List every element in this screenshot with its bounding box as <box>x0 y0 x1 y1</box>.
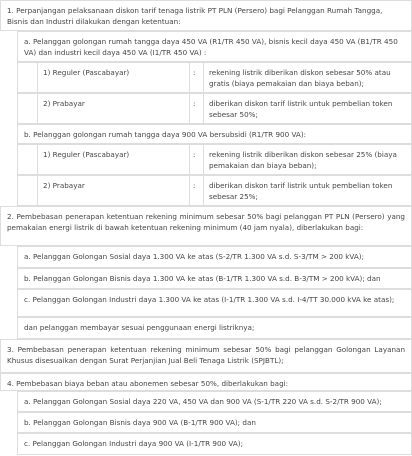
point-2-item-b: b. Pelanggan Golongan Bisnis daya 1.300 VA ke atas (B-1/TR 1.300 VA s.d. B-3/TM > 200 kVA); dan <box>24 274 381 283</box>
point-3-cell <box>0 339 412 373</box>
empty-cell <box>18 145 38 174</box>
point-4-cell <box>0 373 412 391</box>
point-2-footer: dan pelanggan membayar sesuai penggunaan energi listriknya; <box>24 323 255 332</box>
point-2-item-a-cell <box>17 246 412 268</box>
group-a-heading-cell <box>17 31 412 62</box>
row-description: rekening listrik diberikan diskon sebesar 50% atau gratis (biaya pemakaian dan biaya beban); <box>209 68 391 88</box>
point-4-item-b: b. Pelanggan Golongan Bisnis daya 900 VA (B-1/TR 900 VA); dan <box>24 418 256 427</box>
point-3-text: 3. Pembebasan penerapan ketentuan rekening minimum sebesar 50% bagi pelanggan Golongan Layanan Khusus disesuaikan dengan Surat Perjanjian Jual Beli Tenaga Listrik (SPJBTL); <box>7 345 405 365</box>
row-description: diberikan diskon tarif listrik untuk pembelian token sebesar 50%; <box>209 99 393 119</box>
row-separator-cell <box>189 94 203 123</box>
row-description: diberikan diskon tarif listrik untuk pembelian token sebesar 25%; <box>209 181 393 201</box>
row-separator: : <box>193 99 196 108</box>
intro-text: 1. Perpanjangan pelaksanaan diskon tarif tenaga listrik PT PLN (Persero) bagi Pelanggan Rumah Tangga, Bisnis dan Industri dilakukan dengan ketentuan: <box>7 6 383 26</box>
point-4-item-c-cell <box>17 433 412 455</box>
point-2-item-c: c. Pelanggan Golongan Industri daya 1.300 VA ke atas (I-1/TR 1.300 VA s.d. I-4/TT 30.000 kVA ke atas); <box>24 295 395 304</box>
empty-cell <box>18 63 38 92</box>
point-2-cell <box>0 206 412 246</box>
point-4-item-a-cell <box>17 391 412 412</box>
row-description: rekening listrik diberikan diskon sebesar 25% (biaya pemakaian dan biaya beban); <box>209 150 397 170</box>
row-label-cell <box>37 176 190 205</box>
group-b-text: b. Pelanggan golongan rumah tangga daya 900 VA bersubsidi (R1/TR 900 VA): <box>24 130 307 139</box>
row-label-cell <box>37 145 190 174</box>
row-label-cell <box>37 63 190 92</box>
row-separator-cell <box>189 63 203 92</box>
group-b-row-1 <box>17 144 412 175</box>
point-4-text: 4. Pembebasan biaya beban atau abonemen sebesar 50%, diberlakukan bagi: <box>7 379 289 388</box>
row-label-cell <box>37 94 190 123</box>
point-2-item-b-cell <box>17 268 412 289</box>
group-b-heading-cell <box>17 124 412 144</box>
point-4-item-a: a. Pelanggan Golongan Sosial daya 220 VA, 450 VA dan 900 VA (S-1/TR 220 VA s.d. S-2/TR 900 VA); <box>24 397 382 406</box>
point-2-item-a: a. Pelanggan Golongan Sosial daya 1.300 VA ke atas (S-2/TR 1.300 VA s.d. S-3/TM > 200 kVA); <box>24 252 365 261</box>
group-a-row-2 <box>17 93 412 124</box>
empty-cell <box>18 176 38 205</box>
point-4-item-c: c. Pelanggan Golongan Industri daya 900 VA (I-1/TR 900 VA); <box>24 439 244 448</box>
group-b-row-2 <box>17 175 412 206</box>
row-separator: : <box>193 181 196 190</box>
row-description-cell <box>203 145 411 174</box>
row-separator-cell <box>189 176 203 205</box>
row-label: 2) Prabayar <box>43 181 85 190</box>
point-2-footer-cell <box>17 317 412 339</box>
row-description-cell <box>203 63 411 92</box>
row-separator: : <box>193 68 196 77</box>
row-separator-cell <box>189 145 203 174</box>
row-label: 1) Reguler (Pascabayar) <box>43 68 130 77</box>
group-a-text: a. Pelanggan golongan rumah tangga daya 450 VA (R1/TR 450 VA), bisnis kecil daya 450 VA (B1/TR 450 VA) dan industri kecil daya 450 VA (I1/TR 450 VA) : <box>24 37 398 57</box>
intro-cell <box>0 0 412 31</box>
group-a-row-1 <box>17 62 412 93</box>
row-description-cell <box>203 176 411 205</box>
point-4-item-b-cell <box>17 412 412 433</box>
row-label: 2) Prabayar <box>43 99 85 108</box>
row-label: 1) Reguler (Pascabayar) <box>43 150 130 159</box>
row-description-cell <box>203 94 411 123</box>
point-2-text: 2. Pembebasan penerapan ketentuan rekening minimum sebesar 50% bagi pelanggan PT PLN (Persero) yang pemakaian energi listrik di bawah ketentuan rekening minimum (40 jam nyala), diberlakukan bagi: <box>7 212 405 232</box>
row-separator: : <box>193 150 196 159</box>
point-2-item-c-cell <box>17 289 412 317</box>
empty-cell <box>18 94 38 123</box>
